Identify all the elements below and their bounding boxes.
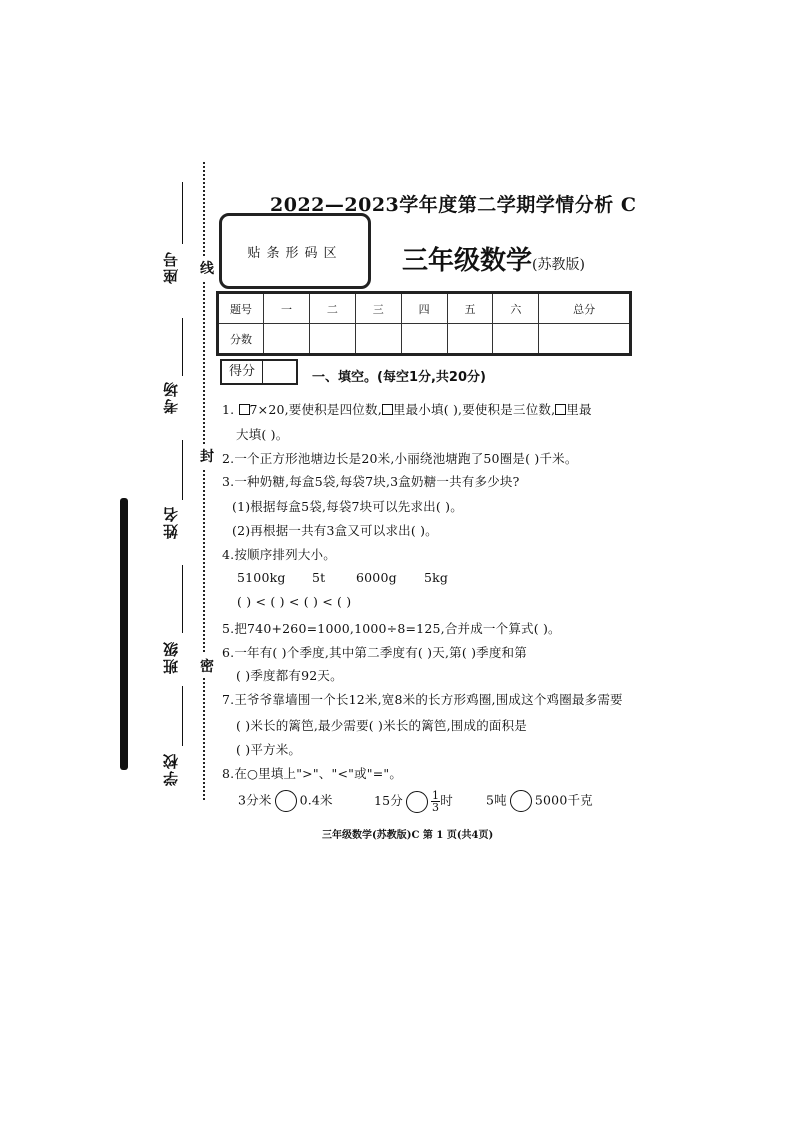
question-3-1: (1)根据每盒5袋,每袋7块可以先求出( )。 (232, 499, 463, 514)
question-6: 6.一年有( )个季度,其中第二季度有( )天,第( )季度和第 (222, 645, 527, 660)
table-cell: 六 (493, 293, 539, 324)
score-input-cell[interactable] (355, 324, 401, 355)
score-input-cell[interactable] (539, 324, 631, 355)
table-cell: 四 (401, 293, 447, 324)
section-score-box (220, 359, 298, 385)
score-box-label: 得分 (222, 361, 263, 383)
table-row (218, 324, 631, 355)
q1-number: 1. (222, 402, 239, 417)
score-input-cell[interactable] (401, 324, 447, 355)
scan-mark (120, 498, 128, 770)
edition-label: (苏教版) (532, 257, 585, 273)
q1-text-b: 里最小填( ),要使积是三位数, (392, 402, 556, 417)
question-4: 4.按顺序排列大小。 (222, 547, 336, 562)
barcode-area: 贴条形码区 (219, 213, 371, 289)
question-3: 3.一种奶糖,每盒5袋,每袋7块,3盒奶糖一共有多少块? (222, 474, 520, 489)
question-5: 5.把740+260=1000,1000÷8=125,合并成一个算式( )。 (222, 621, 561, 636)
q4-order: ( ) < ( ) < ( ) < ( ) (237, 594, 352, 609)
seal-char-line: 线 (200, 256, 214, 280)
compare-circle-icon[interactable] (510, 790, 532, 812)
question-7: 7.王爷爷靠墙围一个长12米,宽8米的长方形鸡圈,围成这个鸡圈最多需要 (222, 692, 623, 707)
seal-char-feng: 封 (200, 444, 214, 468)
fraction-numerator: 1 (432, 789, 440, 802)
square-blank-icon (555, 404, 566, 415)
q4-item: 5kg (424, 570, 449, 585)
q4-item: 5100kg (237, 570, 286, 585)
q8b-right: 时 (440, 793, 453, 808)
name-label: 姓名 (162, 505, 180, 539)
exam-room-line (182, 318, 183, 376)
subject-title (402, 240, 585, 277)
q4-item: 5t (312, 570, 326, 585)
fraction (431, 790, 440, 813)
question-2: 2.一个正方形池塘边长是20米,小丽绕池塘跑了50圈是( )千米。 (222, 451, 578, 466)
page-title: 2022—2023学年度第二学期学情分析 C (270, 194, 637, 216)
q8c-right: 5000千克 (534, 792, 593, 808)
square-blank-icon (382, 404, 393, 415)
table-cell: 题号 (218, 293, 264, 324)
q8c-left: 5吨 (486, 792, 507, 808)
question-1 (222, 400, 592, 418)
q8a-right: 0.4米 (299, 792, 333, 808)
table-cell: 一 (264, 293, 310, 324)
q4-item: 6000g (356, 570, 397, 585)
seal-char-mi: 密 (200, 654, 214, 678)
class-label: 班级 (162, 640, 180, 674)
question-7-cont2: ( )平方米。 (236, 742, 302, 757)
q8-compare-c (486, 790, 593, 812)
score-input-cell[interactable] (493, 324, 539, 355)
name-line (182, 440, 183, 500)
question-6-cont: ( )季度都有92天。 (236, 668, 343, 683)
table-cell: 五 (447, 293, 493, 324)
table-cell: 分数 (218, 324, 264, 355)
page-footer: 三年级数学(苏教版)C 第 1 页(共4页) (322, 830, 494, 841)
compare-circle-icon[interactable] (275, 790, 297, 812)
q1-text-a: 7×20,要使积是四位数, (249, 402, 382, 417)
q8-compare-b (374, 790, 453, 813)
seat-line (182, 182, 183, 244)
question-1-cont: 大填( )。 (236, 427, 289, 442)
table-cell: 三 (355, 293, 401, 324)
question-3-2: (2)再根据一共有3盒又可以求出( )。 (232, 523, 438, 538)
q8-compare-a (238, 790, 333, 812)
grade-label: 三年级数学 (402, 246, 533, 276)
score-input-cell[interactable] (309, 324, 355, 355)
school-label: 学校 (162, 752, 180, 786)
school-line (182, 686, 183, 746)
score-input-cell[interactable] (447, 324, 493, 355)
section-title: 一、填空。(每空1分,共20分) (312, 370, 486, 385)
q8a-left: 3分米 (238, 792, 272, 808)
q1-text-c: 里最 (566, 402, 592, 417)
seat-label: 座号 (162, 250, 180, 284)
table-row (218, 293, 631, 324)
q8b-left: 15分 (374, 793, 404, 808)
score-input-cell[interactable] (264, 324, 310, 355)
class-line (182, 565, 183, 633)
question-8: 8.在○里填上">"、"<"或"="。 (222, 766, 403, 781)
exam-room-label: 考场 (162, 380, 180, 414)
question-7-cont: ( )米长的篱笆,最少需要( )米长的篱笆,围成的面积是 (236, 718, 528, 733)
table-cell: 总分 (539, 293, 631, 324)
fraction-denominator: 3 (432, 801, 440, 814)
score-table (216, 291, 632, 356)
square-blank-icon (239, 404, 250, 415)
compare-circle-icon[interactable] (406, 791, 428, 813)
table-cell: 二 (309, 293, 355, 324)
